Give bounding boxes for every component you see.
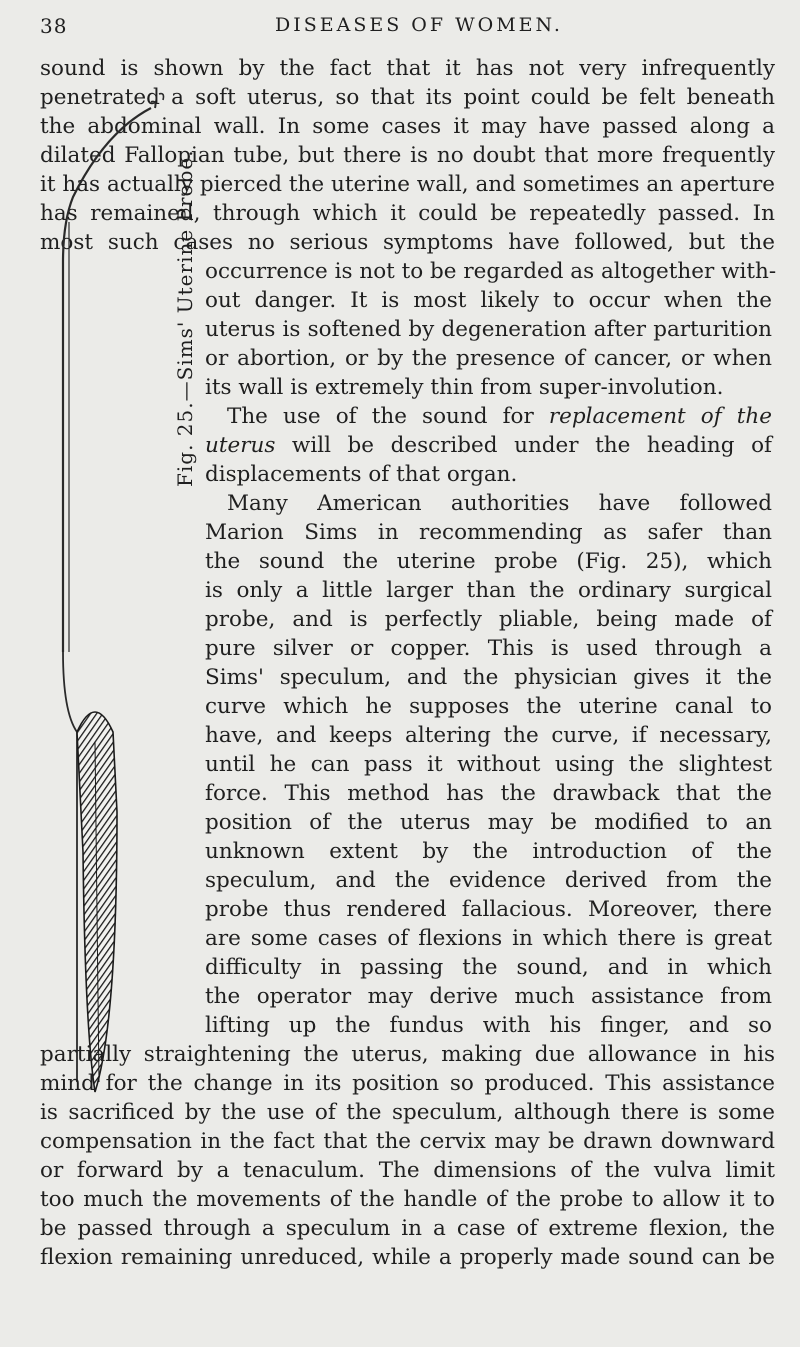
text-line: Many American authorities have followed (227, 491, 772, 516)
text-line: or abortion, or by the presence of cancer, or when (205, 346, 772, 371)
text-line: position of the uterus may be modified to an (205, 810, 772, 835)
text-line: out danger. It is most likely to occur when the (205, 288, 772, 313)
text-line: are some cases of flexions in which there is great (205, 926, 772, 951)
text-line: it has actually pierced the uterine wall, and sometimes an aperture (40, 172, 775, 197)
text-line: penetrated a soft uterus, so that its point could be felt beneath (40, 85, 775, 110)
figure-uterine-probe (55, 92, 215, 1102)
text-line: pure silver or copper. This is used through a (205, 636, 772, 661)
text-line: unknown extent by the introduction of the (205, 839, 772, 864)
text-line: difficulty in passing the sound, and in which (205, 955, 772, 980)
running-head: DISEASES OF WOMEN. (275, 14, 563, 36)
text-line: have, and keeps altering the curve, if necessary, (205, 723, 772, 748)
text-line: displacements of that organ. (205, 462, 518, 487)
text-line: uterus will be described under the heading of (205, 433, 772, 458)
text-line (205, 402, 772, 431)
replacement-line: The use of the sound for replacement of the (227, 404, 772, 429)
text-line: has remained, through which it could be repeatedly passed. In (40, 201, 775, 226)
page-header (40, 14, 760, 42)
text-line: curve which he supposes the uterine canal to (205, 694, 772, 719)
text-line: flexion remaining unreduced, while a properly made sound can be (40, 1245, 775, 1270)
text-line: too much the movements of the handle of the probe to allow it to (40, 1187, 775, 1212)
text-line: the operator may derive much assistance from (205, 984, 772, 1009)
text-line: compensation in the fact that the cervix may be drawn downward (40, 1129, 775, 1154)
text-line: is sacrificed by the use of the speculum, although there is some (40, 1100, 775, 1125)
figure-caption: Fig. 25.—Sims' Uterine Probe. (173, 149, 197, 487)
text-line: its wall is extremely thin from super-involution. (205, 375, 724, 400)
page-number: 38 (40, 14, 68, 38)
text-line: or forward by a tenaculum. The dimensions of the vulva limit (40, 1158, 775, 1183)
text-line: Marion Sims in recommending as safer than (205, 520, 772, 545)
text-line: occurrence is not to be regarded as altogether with- (205, 259, 777, 284)
text-line: uterus is softened by degeneration after parturition (205, 317, 772, 342)
text-line: probe thus rendered fallacious. Moreover, there (205, 897, 772, 922)
text-line: sound is shown by the fact that it has not very infrequently (40, 56, 775, 81)
text-line: probe, and is perfectly pliable, being made of (205, 607, 772, 632)
text-line: Sims' speculum, and the physician gives it the (205, 665, 772, 690)
text-line: be passed through a speculum in a case of extreme flexion, the (40, 1216, 775, 1241)
text-line: partially straightening the uterus, making due allowance in his (40, 1042, 775, 1067)
text-line: until he can pass it without using the slightest (205, 752, 772, 777)
text-line: most such cases no serious symptoms have followed, but the (40, 230, 775, 255)
text-line: speculum, and the evidence derived from the (205, 868, 772, 893)
text-line: dilated Fallopian tube, but there is no doubt that more frequently (40, 143, 775, 168)
text-line: the abdominal wall. In some cases it may have passed along a (40, 114, 775, 139)
text-line: force. This method has the drawback that the (205, 781, 772, 806)
text-line: mind for the change in its position so produced. This assistance (40, 1071, 775, 1096)
text-line: is only a little larger than the ordinary surgical (205, 578, 772, 603)
text-line: the sound the uterine probe (Fig. 25), which (205, 549, 772, 574)
text-line: lifting up the fundus with his finger, and so (205, 1013, 772, 1038)
